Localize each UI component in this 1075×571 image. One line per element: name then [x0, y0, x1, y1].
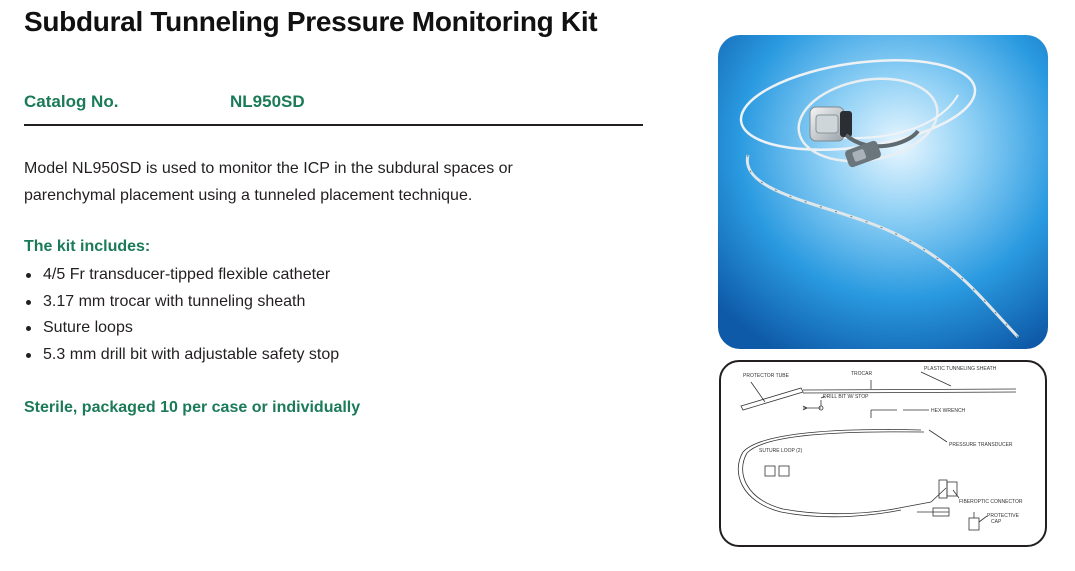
- label-hex-wrench: HEX WRENCH: [931, 408, 966, 414]
- list-item: 4/5 Fr transducer-tipped flexible catheter: [24, 262, 339, 289]
- list-item: Suture loops: [24, 315, 339, 342]
- product-photo-image: [718, 35, 1048, 349]
- component-diagram-drawing: [721, 362, 1045, 545]
- product-description: [24, 155, 624, 209]
- catalog-number: NL950SD: [230, 92, 305, 111]
- label-trocar: TROCAR: [851, 371, 873, 377]
- catalog-label: Catalog No.: [24, 92, 119, 111]
- label-protective-cap: PROTECTIVE: [987, 513, 1019, 519]
- description-line-2: parenchymal placement using a tunneled placement technique.: [24, 187, 473, 204]
- label-protective-cap-2: CAP: [991, 519, 1002, 525]
- label-sheath: PLASTIC TUNNELING SHEATH: [924, 366, 997, 372]
- list-item: 5.3 mm drill bit with adjustable safety stop: [24, 342, 339, 369]
- label-fiberoptic-connector: FIBEROPTIC CONNECTOR: [959, 499, 1023, 505]
- page-title: Subdural Tunneling Pressure Monitoring Kit: [24, 6, 598, 37]
- label-suture-loop: SUTURE LOOP (2): [759, 448, 803, 454]
- description-line-1: Model NL950SD is used to monitor the ICP in the subdural spaces or: [24, 160, 513, 177]
- kit-items-list: [24, 262, 339, 369]
- kit-heading: The kit includes:: [24, 238, 151, 255]
- label-protector-tube: PROTECTOR TUBE: [743, 373, 789, 379]
- sterile-note: Sterile, packaged 10 per case or individually: [24, 399, 361, 416]
- catalog-row: [24, 90, 643, 126]
- product-photo: [718, 35, 1048, 349]
- list-item: 3.17 mm trocar with tunneling sheath: [24, 289, 339, 316]
- label-pressure-transducer: PRESSURE TRANSDUCER: [949, 442, 1013, 448]
- component-diagram: [719, 360, 1047, 547]
- label-drill-bit: DRILL BIT W/ STOP: [823, 394, 869, 400]
